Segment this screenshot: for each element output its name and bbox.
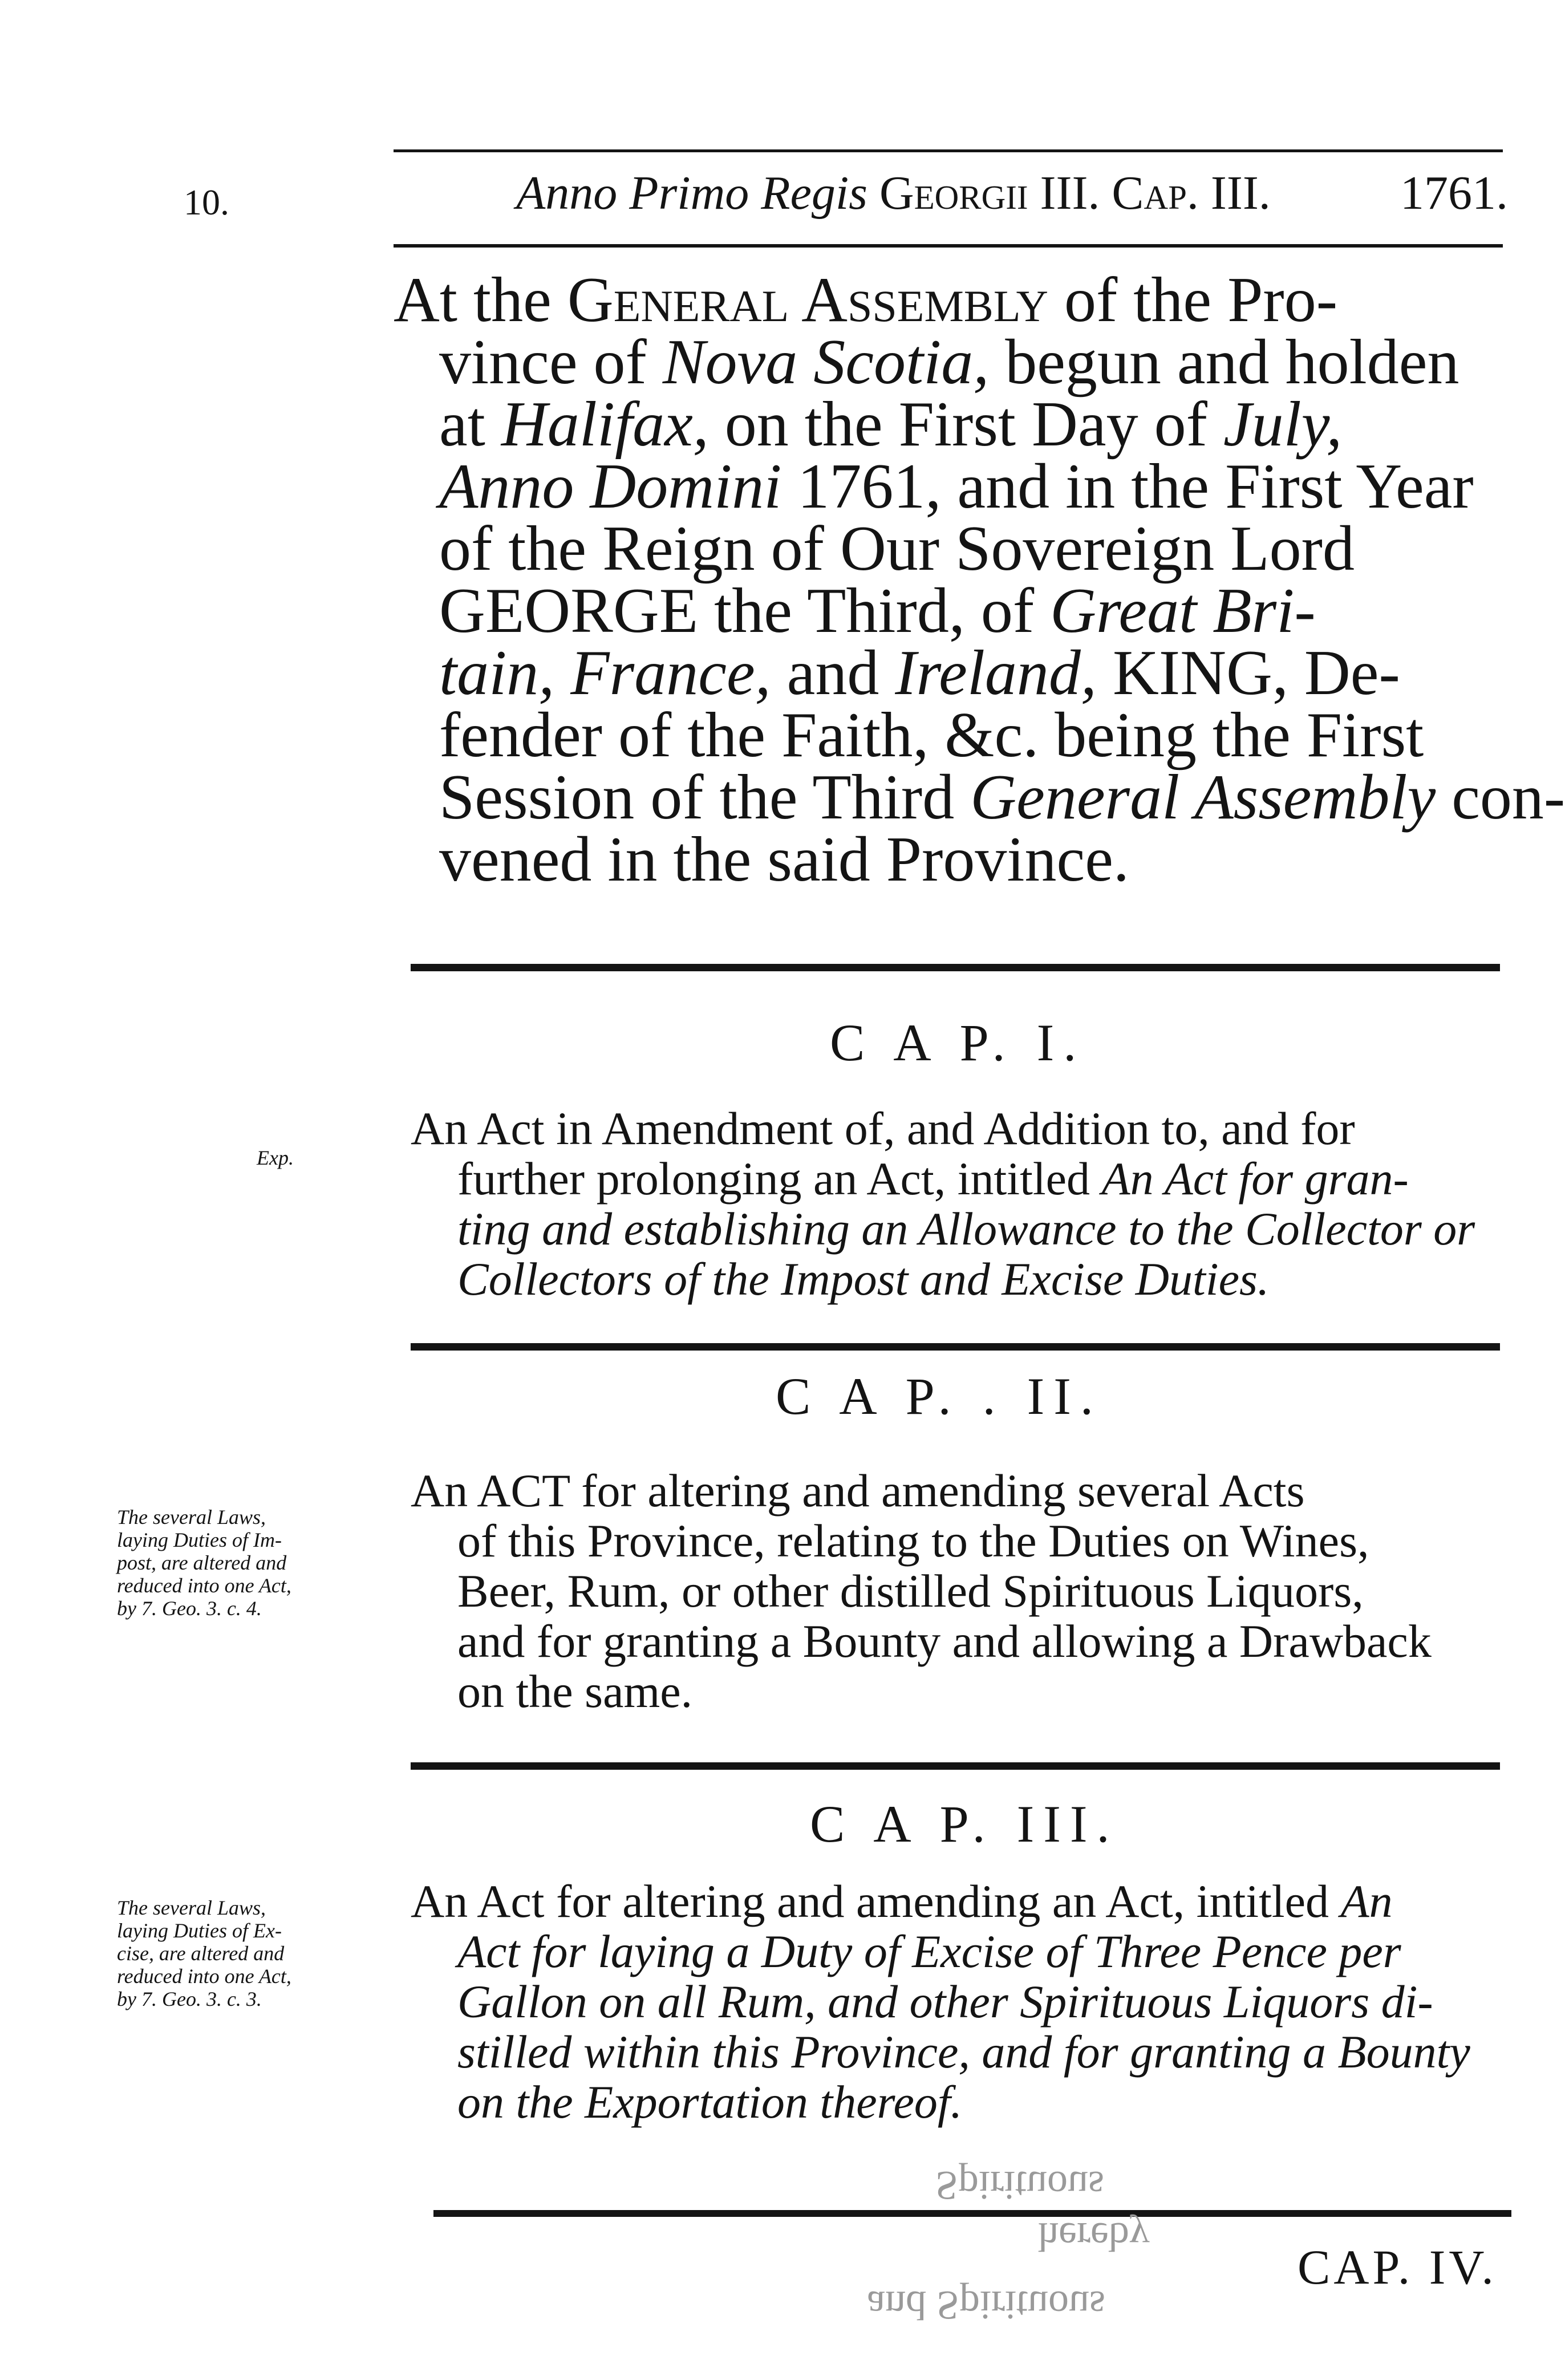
text-run: GEORGE the Third, of bbox=[439, 575, 1051, 646]
chapter-title-line bbox=[411, 1876, 1470, 1927]
header-anno: Anno Primo Regis bbox=[516, 167, 867, 220]
margin-note bbox=[117, 1506, 291, 1620]
italic-run: Ireland, bbox=[895, 638, 1097, 708]
italic-run: on the Exportation thereof. bbox=[457, 2076, 963, 2128]
chapter-title-line bbox=[411, 1616, 1432, 1667]
italic-run: Nova Scotia, bbox=[662, 327, 990, 398]
text-run: fender of the Faith, &c. being the First bbox=[439, 700, 1424, 771]
text-run: and for granting a Bounty and allowing a Drawback bbox=[457, 1615, 1432, 1667]
chapter-heading: C A P. III. bbox=[810, 1795, 1119, 1853]
small-caps-run: General Assembly bbox=[567, 265, 1048, 335]
catchword: CAP. IV. bbox=[1298, 2240, 1497, 2294]
header-rule-bottom bbox=[394, 244, 1503, 248]
chapter-title-line bbox=[411, 2027, 1470, 2077]
margin-note-line: laying Duties of Ex- bbox=[117, 1919, 282, 1942]
margin-note bbox=[117, 1896, 291, 2010]
intro-line bbox=[394, 700, 1565, 771]
margin-note-line: post, are altered and bbox=[117, 1551, 287, 1574]
chapter-title-line bbox=[411, 2077, 1470, 2127]
text-run: 1761, and in the First Year bbox=[781, 451, 1474, 522]
chapter-heading: C A P. I. bbox=[830, 1013, 1086, 1072]
italic-run: An bbox=[1340, 1875, 1393, 1927]
intro-line bbox=[394, 824, 1565, 895]
italic-run: Gallon on all Rum, and other Spirituous Liquors di- bbox=[457, 1976, 1433, 2028]
chapter-title bbox=[411, 1876, 1470, 2127]
text-run: Beer, Rum, or other distilled Spirituous Liquors, bbox=[457, 1565, 1364, 1617]
intro-line bbox=[394, 327, 1565, 398]
chapter-title-line bbox=[411, 1466, 1432, 1516]
margin-note-line: cise, are altered and bbox=[117, 1942, 285, 1965]
chapter-title-line bbox=[411, 1927, 1470, 1977]
chapter-rule bbox=[411, 1762, 1500, 1770]
text-run: and bbox=[771, 638, 895, 708]
italic-run: Act for laying a Duty of Excise of Three Pence per bbox=[457, 1925, 1401, 1977]
margin-note-line: by 7. Geo. 3. c. 4. bbox=[117, 1597, 262, 1620]
italic-run: Anno Domini bbox=[439, 451, 782, 522]
intro-line bbox=[394, 638, 1565, 708]
chapter-rule bbox=[411, 1343, 1500, 1351]
chapter-title-line bbox=[411, 1977, 1470, 2027]
chapter-title-line bbox=[411, 1154, 1475, 1204]
text-run: on the same. bbox=[457, 1665, 693, 1717]
chapter-title bbox=[411, 1104, 1475, 1304]
intro-line bbox=[394, 389, 1565, 460]
show-through-text: hereby bbox=[1038, 2214, 1150, 2260]
margin-note bbox=[257, 1146, 294, 1169]
text-run: of this Province, relating to the Duties on Wines, bbox=[457, 1515, 1369, 1567]
text-run: An Act for altering and amending an Act, intitled bbox=[411, 1875, 1341, 1927]
text-run: con- bbox=[1436, 762, 1565, 833]
chapter-title-line bbox=[411, 1204, 1475, 1254]
margin-note-line: by 7. Geo. 3. c. 3. bbox=[117, 1988, 262, 2010]
text-run: begun and holden bbox=[989, 327, 1459, 398]
text-run: Session of the Third bbox=[439, 762, 971, 833]
chapter-title-line bbox=[411, 1254, 1475, 1304]
show-through-text: Spirituous bbox=[935, 2163, 1105, 2208]
italic-run: Halifax, bbox=[501, 389, 709, 460]
italic-run: General Assembly bbox=[970, 762, 1436, 833]
text-run: vened in the said Province. bbox=[439, 824, 1129, 895]
chapter-title-line bbox=[411, 1516, 1432, 1566]
margin-note-line: The several Laws, bbox=[117, 1896, 266, 1919]
intro-line bbox=[394, 265, 1565, 335]
italic-run: An Act for gran- bbox=[1101, 1153, 1409, 1205]
header-year: 1761. bbox=[1400, 167, 1508, 220]
chapter-title-line bbox=[411, 1566, 1432, 1616]
italic-run: ting and establishing an Allowance to the Collector or bbox=[457, 1203, 1475, 1255]
header-cap: III. Cap. III. bbox=[1040, 167, 1271, 220]
intro-line bbox=[394, 451, 1565, 522]
chapter-title bbox=[411, 1466, 1432, 1717]
italic-run: July, bbox=[1223, 389, 1343, 460]
margin-note-line: reduced into one Act, bbox=[117, 1965, 291, 1988]
margin-note-line: reduced into one Act, bbox=[117, 1574, 291, 1597]
text-run: of the Pro- bbox=[1048, 265, 1338, 335]
chapter-rule bbox=[411, 964, 1500, 971]
margin-note-line: The several Laws, bbox=[117, 1506, 266, 1528]
chapter-title-line bbox=[411, 1667, 1432, 1717]
text-run: further prolonging an Act, intitled bbox=[457, 1153, 1102, 1205]
intro-lines bbox=[394, 265, 1565, 895]
intro-paragraph bbox=[394, 265, 1565, 895]
text-run: An Act in Amendment of, and Addition to, and for bbox=[411, 1102, 1355, 1154]
italic-run: stilled within this Province, and for granting a Bounty bbox=[457, 2026, 1470, 2078]
text-run: At the bbox=[394, 265, 567, 335]
page-number: 10. bbox=[184, 182, 229, 222]
intro-line bbox=[394, 513, 1565, 584]
end-rule bbox=[433, 2210, 1511, 2217]
margin-note-line: laying Duties of Im- bbox=[117, 1528, 282, 1551]
text-run: vince of bbox=[439, 327, 663, 398]
margin-note-line: Exp. bbox=[257, 1146, 294, 1169]
chapter-heading: C A P. . II. bbox=[776, 1367, 1102, 1425]
text-run: KING, De- bbox=[1096, 638, 1400, 708]
text-run: of the Reign of Our Sovereign Lord bbox=[439, 513, 1355, 584]
intro-line bbox=[394, 575, 1565, 646]
text-run: at bbox=[439, 389, 501, 460]
show-through-text: and Spirituous bbox=[867, 2282, 1106, 2328]
text-run: An ACT for altering and amending several Acts bbox=[411, 1465, 1305, 1517]
header-georgii: Georgii bbox=[879, 167, 1028, 220]
italic-run: tain, France, bbox=[439, 638, 771, 708]
header-rule-top bbox=[394, 149, 1503, 152]
running-header bbox=[516, 165, 1271, 221]
chapter-title-line bbox=[411, 1104, 1475, 1154]
intro-line bbox=[394, 762, 1565, 833]
italic-run: Great Bri- bbox=[1050, 575, 1316, 646]
italic-run: Collectors of the Impost and Excise Duties. bbox=[457, 1253, 1270, 1305]
text-run: on the First Day of bbox=[708, 389, 1223, 460]
